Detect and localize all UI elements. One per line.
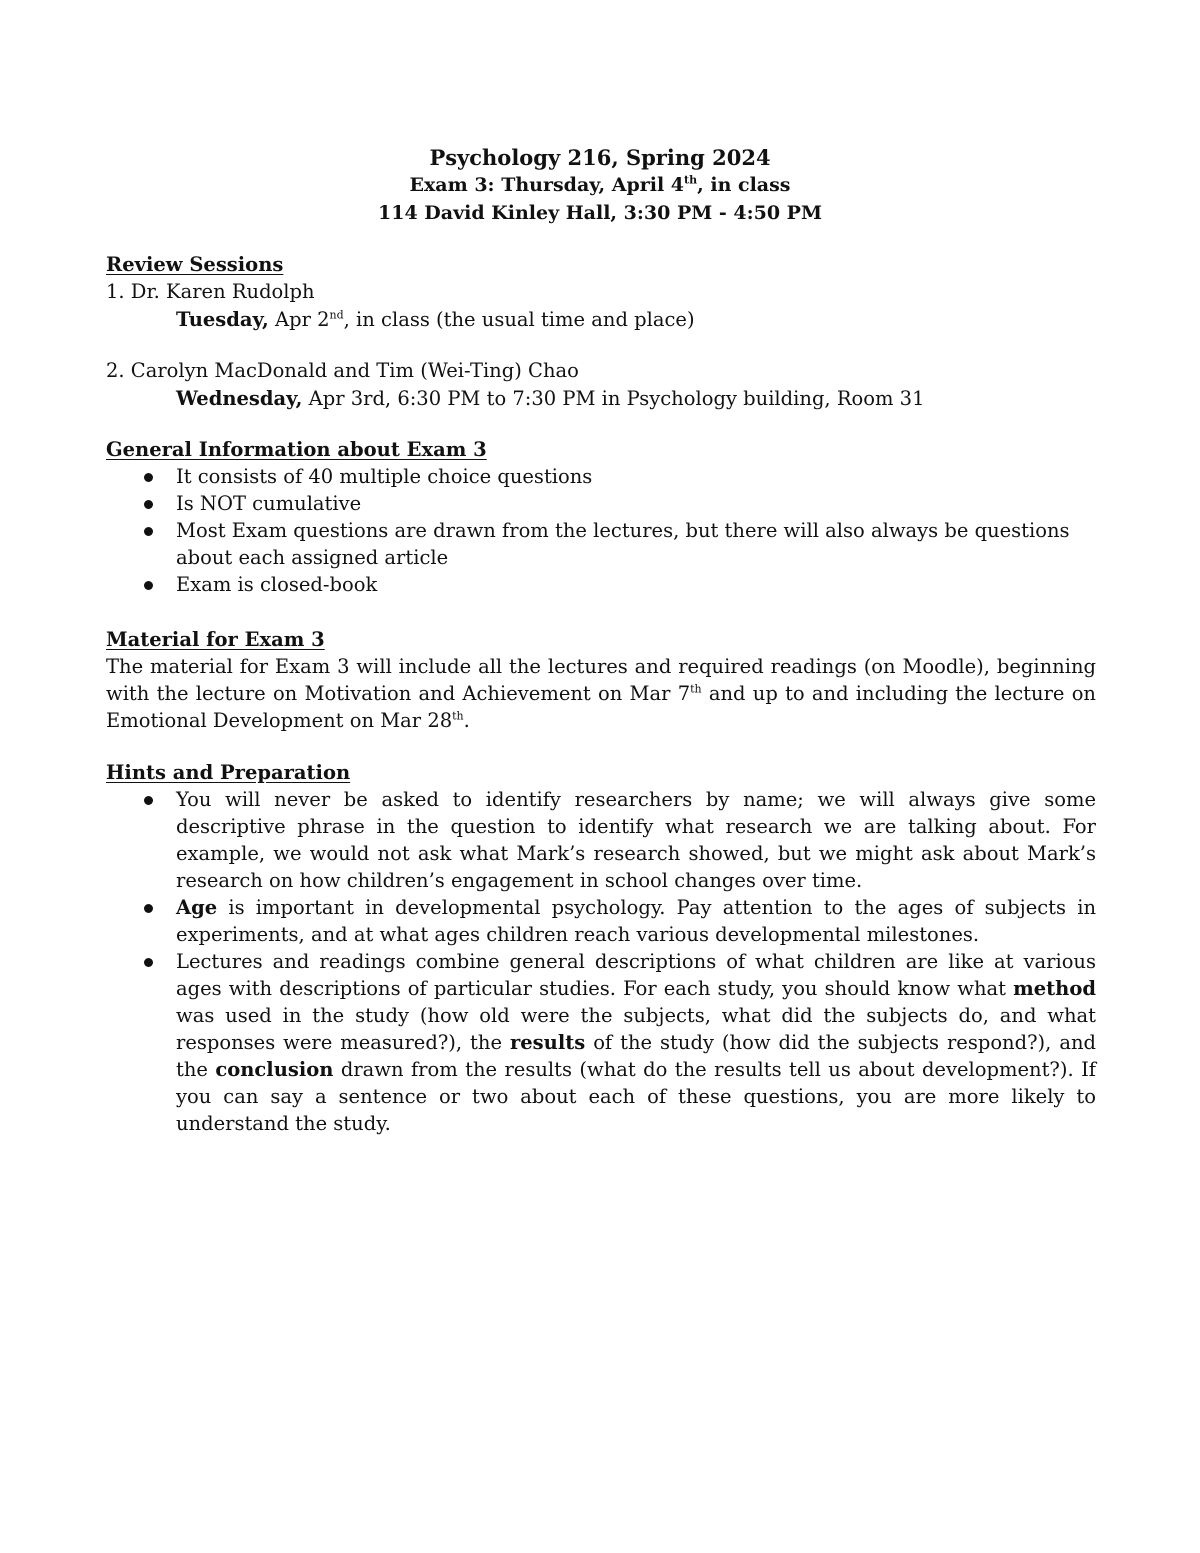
hints-heading: Hints and Preparation: [106, 761, 351, 784]
general-info-list: [106, 463, 1096, 598]
bullet-icon: [144, 958, 153, 967]
list-item: Age is important in developmental psychology. Pay attention to the ages of subjects in experiments, and at what ages children reach various developmental milestones.: [106, 894, 1096, 948]
bullet-icon: [144, 796, 153, 805]
bullet-icon: [144, 473, 153, 482]
bullet-icon: [144, 904, 153, 913]
material-heading: Material for Exam 3: [106, 628, 325, 651]
review-sessions-heading: Review Sessions: [106, 253, 284, 276]
exam-location-line: 114 David Kinley Hall, 3:30 PM - 4:50 PM: [378, 202, 822, 224]
general-info-heading: General Information about Exam 3: [106, 438, 487, 461]
material-paragraph: The material for Exam 3 will include all the lectures and required readings (on Moodle), beginning with the lecture on Motivation and Achievement on Mar 7th and up to and including the lecture on Emotional Development on Mar 28th.: [106, 655, 1096, 732]
list-item: Most Exam questions are drawn from the lectures, but there will also always be questions about each assigned article: [106, 517, 1096, 571]
bullet-icon: [144, 581, 153, 590]
review-session-1-name: 1. Dr. Karen Rudolph: [106, 280, 315, 303]
bullet-icon: [144, 500, 153, 509]
review-session-1-details: Tuesday, Apr 2nd, in class (the usual time and place): [176, 308, 695, 331]
list-item: Is NOT cumulative: [106, 490, 1096, 517]
review-session-2-name: 2. Carolyn MacDonald and Tim (Wei-Ting) Chao: [106, 359, 579, 382]
page-title: Psychology 216, Spring 2024: [429, 145, 771, 170]
list-item: You will never be asked to identify researchers by name; we will always give some descriptive phrase in the question to identify what research we are talking about. For example, we would not ask what Mark’s research showed, but we might ask about Mark’s research on how children’s engagement in school changes over time.: [106, 786, 1096, 894]
hints-list: [106, 786, 1096, 1137]
bullet-icon: [144, 527, 153, 536]
review-session-2-details: Wednesday, Apr 3rd, 6:30 PM to 7:30 PM in Psychology building, Room 31: [176, 387, 925, 410]
exam-date-line: Exam 3: Thursday, April 4th, in class: [409, 173, 791, 196]
list-item: It consists of 40 multiple choice questions: [106, 463, 1096, 490]
list-item: Lectures and readings combine general descriptions of what children are like at various ages with descriptions of particular studies. For each study, you should know what method was used in the study (how old were the subjects, what did the subjects do, and what responses were measured?), the results of the study (how did the subjects respond?), and the conclusion drawn from the results (what do the results tell us about development?). If you can say a sentence or two about each of these questions, you are more likely to understand the study.: [106, 948, 1096, 1137]
list-item: Exam is closed-book: [106, 571, 1096, 598]
